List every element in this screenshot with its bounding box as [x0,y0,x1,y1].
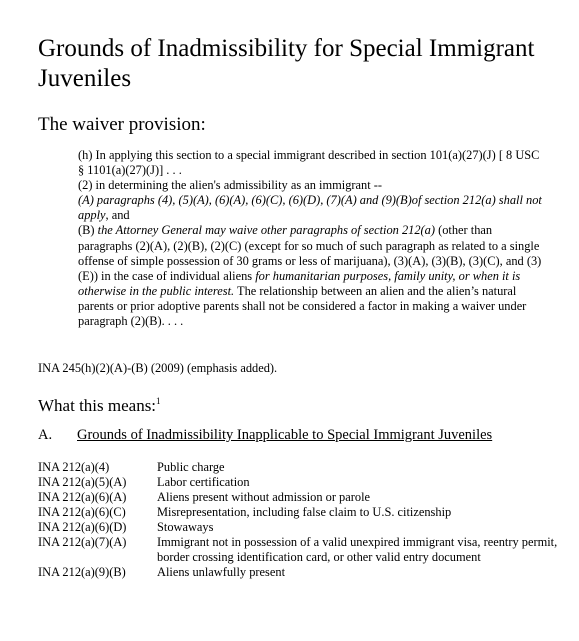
ground-row [38,520,558,535]
section-a-letter: A. [38,427,53,443]
quote-item-a-tail: , and [105,208,130,223]
ground-code: INA 212(a)(6)(A) [38,490,127,504]
ground-row [38,505,558,520]
ground-row [38,475,558,490]
ground-code: INA 212(a)(7)(A) [38,535,127,549]
quote-item-b-italic-2: for humanitarian purposes, family unity, or when it is otherwise in the public interest. [78,268,521,298]
quote-item-b [78,223,548,329]
quote-item-b-italic-1: the Attorney General may waive other paragraphs of section 212(a) [97,223,435,238]
ground-row [38,490,558,505]
ground-description: Immigrant not in possession of a valid unexpired immigrant visa, reentry permit, border crossing identification card, or other valid entry document [157,535,558,564]
means-heading [38,391,161,416]
ground-code: INA 212(a)(5)(A) [38,475,127,489]
waiver-quote [78,148,548,329]
quote-item-b-tail: The relationship between an alien and the alien’s natural parents or prior adoptive parents shall not be considered a factor in making a waiver under paragraph (2)(B). . . . [78,283,527,329]
page-title: Grounds of Inadmissibility for Special Immigrant Juveniles [38,35,535,92]
ground-code: INA 212(a)(9)(B) [38,565,126,579]
quote-item-a-italic: (A) paragraphs (4), (5)(A), (6)(A), (6)(C), (6)(D), (7)(A) and (9)(B)of section 212(a) shall not apply [78,193,542,223]
waiver-heading: The waiver provision: [38,114,206,135]
quote-item-b-lead: (B) [78,223,98,238]
footnote-marker[interactable]: 1 [156,396,161,406]
ground-row [38,565,558,580]
ground-description: Public charge [157,460,225,474]
ground-code: INA 212(a)(6)(C) [38,505,126,519]
means-heading-text: What this means: [38,396,157,415]
ground-row [38,535,558,565]
quote-item-b-mid: (other than paragraphs (2)(A), (2)(B), (2)(C) (except for so much of such paragraph as related to a single offense of simple possession of 30 grams or less of marijuana), (3)(A), (3)(B), (3)(C), and (3)(E)) in the case of individual aliens [78,223,542,283]
ground-code: INA 212(a)(6)(D) [38,520,127,534]
grounds-list [38,460,558,580]
section-a-heading [38,427,492,444]
citation: INA 245(h)(2)(A)-(B) (2009) (emphasis added). [38,361,278,375]
ground-description: Misrepresentation, including false claim to U.S. citizenship [157,505,452,519]
quote-item-2: (2) in determining the alien's admissibility as an immigrant -- [78,178,383,193]
ground-description: Stowaways [157,520,214,534]
ground-description: Labor certification [157,475,250,489]
ground-code: INA 212(a)(4) [38,460,110,474]
ground-row [38,460,558,475]
ground-description: Aliens present without admission or parole [157,490,371,504]
ground-description: Aliens unlawfully present [157,565,286,579]
section-a-title: Grounds of Inadmissibility Inapplicable to Special Immigrant Juveniles [77,427,493,443]
quote-h-line: (h) In applying this section to a special immigrant described in section 101(a)(27)(J) [ 8 USC § 1101(a)(27)(J)] . . . [78,148,540,178]
quote-item-a [78,193,548,223]
